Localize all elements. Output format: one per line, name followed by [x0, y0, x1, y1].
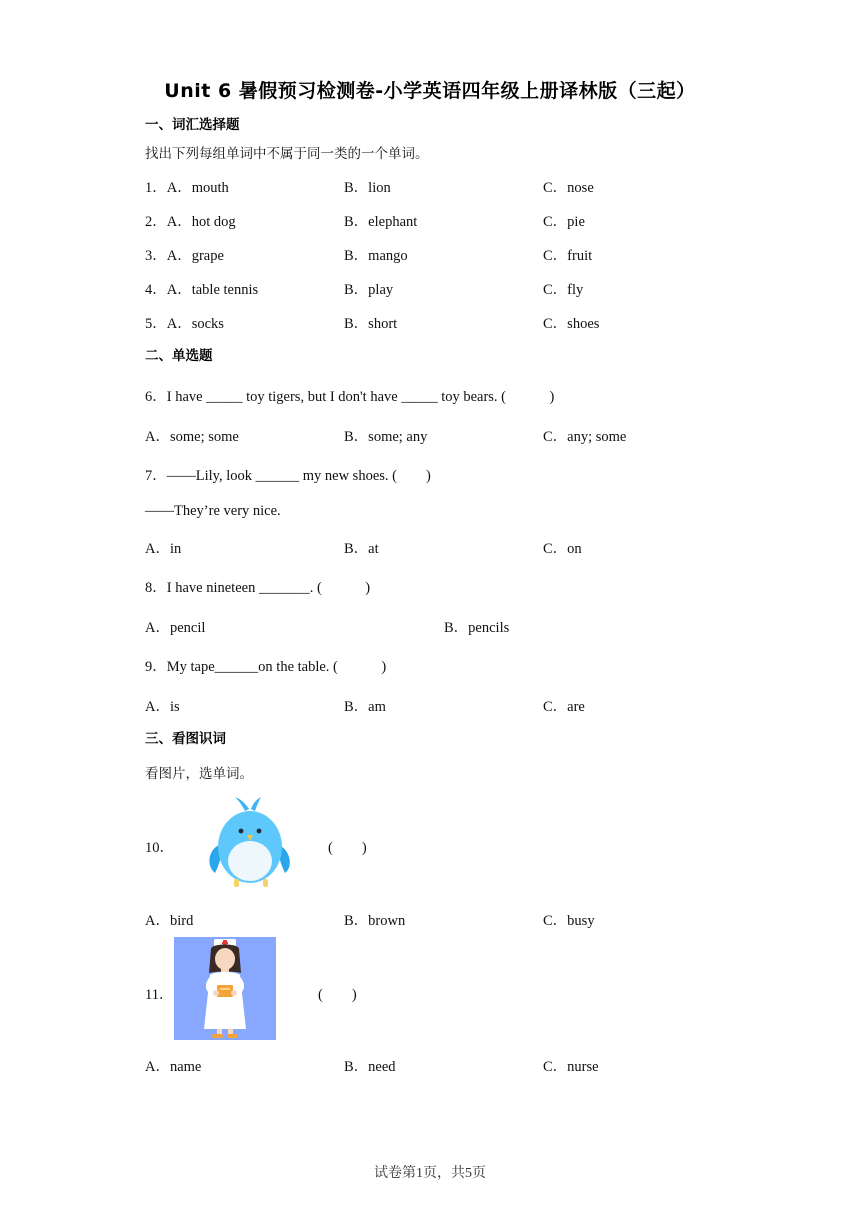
option-b[interactable]: B．pencils — [444, 620, 510, 636]
option-a[interactable]: A．bird — [145, 913, 194, 929]
section-heading-single-choice: 二、单选题 — [145, 348, 213, 364]
option-b[interactable]: B．play — [344, 282, 394, 298]
option-a[interactable]: A．is — [145, 699, 180, 715]
question-number: 11． — [145, 987, 174, 1003]
question-number: 10． — [145, 840, 174, 856]
option-a[interactable]: A．name — [145, 1059, 202, 1075]
answer-blank[interactable]: ( ) — [328, 840, 367, 856]
question-number: 5．A．socks — [145, 316, 224, 332]
option-c[interactable]: C．are — [543, 699, 585, 715]
option-b[interactable]: B．am — [344, 699, 386, 715]
option-b[interactable]: B．mango — [344, 248, 408, 264]
question-stem: 7．——Lily, look ______ my new shoes. ( ) — [145, 468, 431, 484]
option-c[interactable]: C．pie — [543, 214, 585, 230]
question-number: 1．A．mouth — [145, 180, 229, 196]
question-stem: 9．My tape______on the table. ( ) — [145, 659, 387, 675]
section-heading-picture-words: 三、看图识词 — [145, 731, 226, 747]
question-stem: 8．I have nineteen _______. ( ) — [145, 580, 371, 596]
section-instruction-vocab: 找出下列每组单词中不属于同一类的一个单词。 — [145, 146, 429, 162]
option-c[interactable]: C．fly — [543, 282, 584, 298]
answer-blank[interactable]: ( ) — [318, 987, 357, 1003]
question-reply: ——They’re very nice. — [145, 503, 281, 519]
section-heading-vocab: 一、词汇选择题 — [145, 117, 240, 133]
bird-image — [205, 795, 297, 891]
option-c[interactable]: C．busy — [543, 913, 595, 929]
option-b[interactable]: B．lion — [344, 180, 391, 196]
question-number: 2．A．hot dog — [145, 214, 236, 230]
nurse-image — [174, 937, 276, 1040]
option-b[interactable]: B．need — [344, 1059, 396, 1075]
option-b[interactable]: B．some; any — [344, 429, 428, 445]
option-b[interactable]: B．short — [344, 316, 398, 332]
option-b[interactable]: B．brown — [344, 913, 406, 929]
question-number: 4．A．table tennis — [145, 282, 259, 298]
option-b[interactable]: B．elephant — [344, 214, 418, 230]
option-c[interactable]: C．shoes — [543, 316, 600, 332]
page-footer: 试卷第1页，共5页 — [374, 1166, 486, 1181]
section-instruction-picture-words: 看图片，选单词。 — [145, 766, 253, 782]
option-c[interactable]: C．nose — [543, 180, 594, 196]
nurse-figure-icon — [174, 937, 276, 1040]
option-c[interactable]: C．nurse — [543, 1059, 599, 1075]
option-a[interactable]: A．in — [145, 541, 182, 557]
option-b[interactable]: B．at — [344, 541, 379, 557]
option-c[interactable]: C．on — [543, 541, 582, 557]
question-stem: 6．I have _____ toy tigers, but I don't have _____ toy bears. ( ) — [145, 389, 555, 405]
option-a[interactable]: A．some; some — [145, 429, 239, 445]
option-c[interactable]: C．fruit — [543, 248, 593, 264]
option-a[interactable]: A．pencil — [145, 620, 206, 636]
question-number: 3．A．grape — [145, 248, 224, 264]
option-c[interactable]: C．any; some — [543, 429, 627, 445]
page-title: Unit 6 暑假预习检测卷-小学英语四年级上册译林版（三起） — [164, 80, 696, 102]
